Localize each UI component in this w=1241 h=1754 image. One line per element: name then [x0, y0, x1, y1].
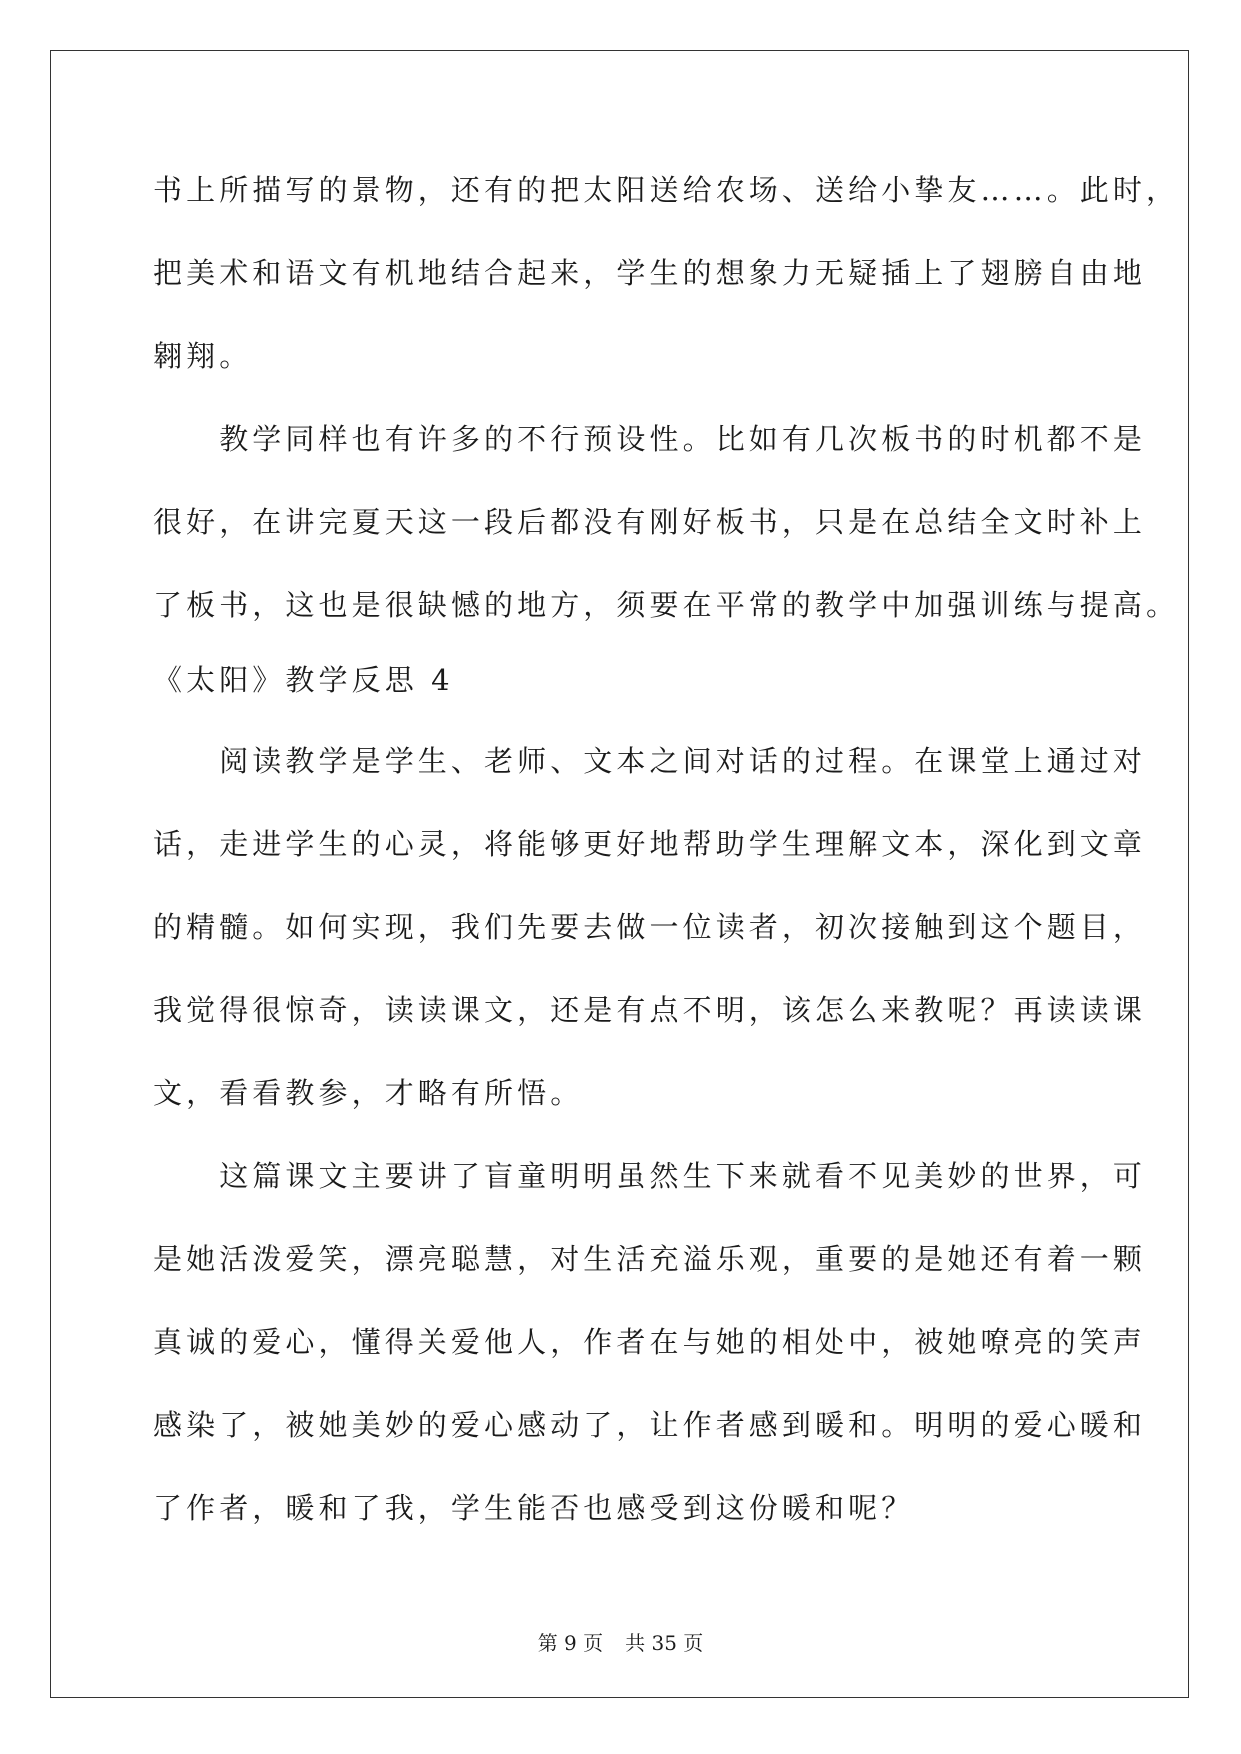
- body-line-13: 这篇课文主要讲了盲童明明虽然生下来就看不见美妙的世界，可: [153, 1159, 1147, 1193]
- section-heading: 《太阳》教学反思 4: [153, 663, 454, 697]
- body-line-17: 了作者，暖和了我，学生能否也感受到这份暖和呢？: [153, 1491, 915, 1525]
- page-total: 共 35 页: [625, 1631, 704, 1655]
- body-line-5: 很好，在讲完夏天这一段后都没有刚好板书，只是在总结全文时补上: [153, 505, 1147, 539]
- body-line-9: 话，走进学生的心灵，将能够更好地帮助学生理解文本，深化到文章: [153, 827, 1147, 861]
- body-line-3: 翱翔。: [153, 339, 253, 373]
- body-line-6: 了板书，这也是很缺憾的地方，须要在平常的教学中加强训练与提高。: [153, 588, 1180, 622]
- body-line-11: 我觉得很惊奇，读读课文，还是有点不明，该怎么来教呢？再读读课: [153, 993, 1147, 1027]
- body-line-1: 书上所描写的景物，还有的把太阳送给农场、送给小挚友……。此时，: [153, 173, 1180, 207]
- body-line-16: 感染了，被她美妙的爱心感动了，让作者感到暖和。明明的爱心暖和: [153, 1408, 1147, 1442]
- body-line-10: 的精髓。如何实现，我们先要去做一位读者，初次接触到这个题目，: [153, 910, 1147, 944]
- page-number: 第 9 页: [537, 1631, 604, 1655]
- page-border: [50, 50, 1189, 1698]
- body-line-14: 是她活泼爱笑，漂亮聪慧，对生活充溢乐观，重要的是她还有着一颗: [153, 1242, 1147, 1276]
- body-line-4: 教学同样也有许多的不行预设性。比如有几次板书的时机都不是: [153, 422, 1147, 456]
- body-line-15: 真诚的爱心，懂得关爱他人，作者在与她的相处中，被她嘹亮的笑声: [153, 1325, 1147, 1359]
- body-line-12: 文，看看教参，才略有所悟。: [153, 1076, 584, 1110]
- body-line-8: 阅读教学是学生、老师、文本之间对话的过程。在课堂上通过对: [153, 744, 1147, 778]
- body-line-2: 把美术和语文有机地结合起来，学生的想象力无疑插上了翅膀自由地: [153, 256, 1147, 290]
- page-footer: [0, 1630, 1241, 1656]
